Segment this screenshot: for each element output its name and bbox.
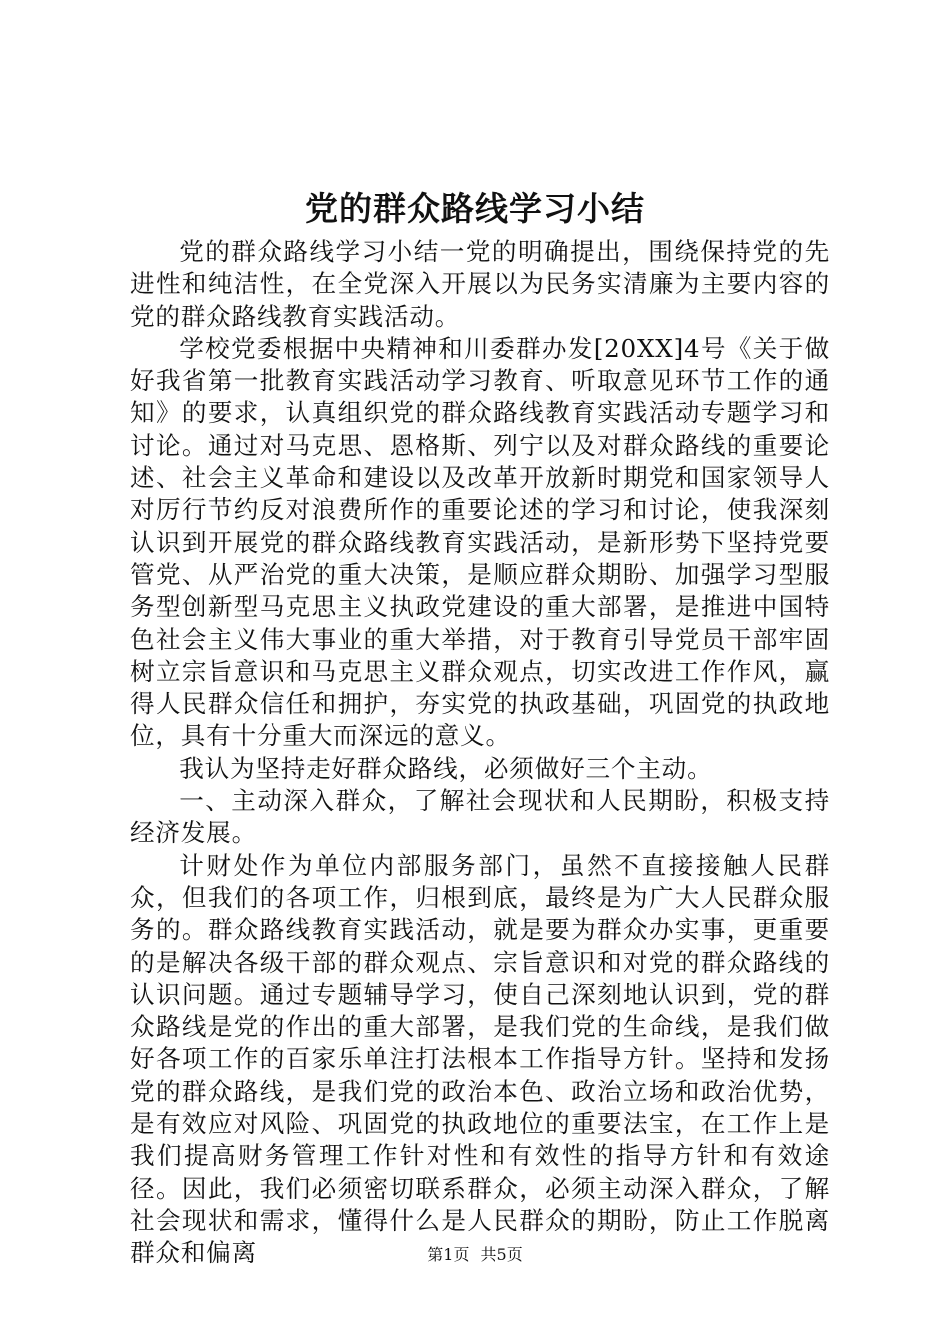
- page-total: 共5页: [480, 1245, 523, 1264]
- paragraph-study: 学校党委根据中央精神和川委群办发[20XX]4号《关于做好我省第一批教育实践活动学习教育、听取意见环节工作的通知》的要求，认真组织党的群众路线教育实践活动专题学习和讨论。通过对马克思、恩格斯、列宁以及对群众路线的重要论述、社会主义革命和建设以及改革开放新时期党和国家领导人对厉行节约反对浪费所作的重要论述的学习和讨论，使我深刻认识到开展党的群众路线教育实践活动，是新形势下坚持党要管党、从严治党的重大决策，是顺应群众期盼、加强学习型服务型创新型马克思主义执政党建设的重大部署，是推进中国特色社会主义伟大事业的重大举措，对于教育引导党员干部牢固树立宗旨意识和马克思主义群众观点，切实改进工作作风，赢得人民群众信任和拥护，夯实党的执政基础，巩固党的执政地位，具有十分重大而深远的意义。: [130, 333, 830, 751]
- document-body: [130, 236, 830, 1270]
- page-number: 第1页: [427, 1245, 470, 1264]
- paragraph-intro: 党的群众路线学习小结一党的明确提出，围绕保持党的先进性和纯洁性，在全党深入开展以为民务实清廉为主要内容的党的群众路线教育实践活动。: [130, 237, 830, 331]
- paragraph-finance-dept: 计财处作为单位内部服务部门，虽然不直接接触人民群众，但我们的各项工作，归根到底，最终是为广大人民群众服务的。群众路线教育实践活动，就是要为群众办实事，更重要的是解决各级干部的群众观点、宗旨意识和对党的群众路线的认识问题。通过专题辅导学习，使自己深刻地认识到，党的群众路线是党的作出的重大部署，是我们党的生命线，是我们做好各项工作的百家乐单注打法根本工作指导方针。坚持和发扬党的群众路线，是我们党的政治本色、政治立场和政治优势，是有效应对风险、巩固党的执政地位的重要法宝，在工作上是我们提高财务管理工作针对性和有效性的指导方针和有效途径。因此，我们必须密切联系群众，必须主动深入群众，了解社会现状和需求，懂得什么是人民群众的期盼，防止工作脱离群众和偏离: [130, 850, 830, 1268]
- document-title: 党的群众路线学习小结: [305, 189, 645, 228]
- page-footer: [0, 1244, 950, 1266]
- paragraph-point-one: 一、主动深入群众，了解社会现状和人民期盼，积极支持经济发展。: [130, 786, 830, 848]
- paragraph-three-actions: 我认为坚持走好群众路线，必须做好三个主动。: [179, 753, 713, 783]
